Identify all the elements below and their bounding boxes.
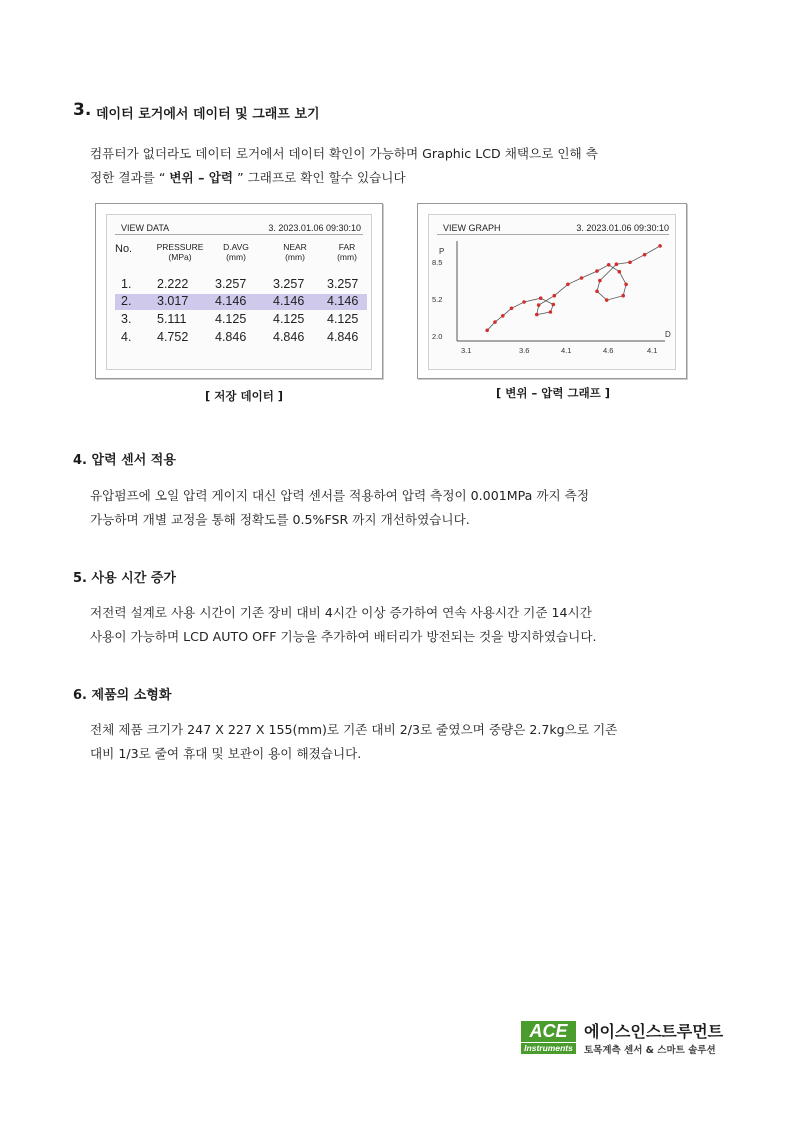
section4-line2: 가능하며 개별 교정을 통해 정확도를 0.5%FSR 까지 개선하였습니다. — [90, 512, 470, 527]
section6-line2: 대비 1/3로 줄여 휴대 및 보관이 용이 해졌습니다. — [90, 746, 362, 761]
section5-line2: 사용이 가능하며 LCD AUTO OFF 기능을 추가하여 배터리가 방전되는 것을 방지하였습니다. — [90, 629, 597, 644]
table-row — [115, 330, 367, 346]
table-row-highlighted — [115, 294, 367, 310]
view-data-panel — [95, 203, 383, 379]
section3-line2 — [90, 166, 730, 190]
data-point — [621, 294, 625, 298]
data-point — [485, 329, 489, 333]
ace-logo-mark — [521, 1021, 576, 1054]
data-point — [501, 314, 505, 318]
logo-mark-top: ACE — [521, 1021, 576, 1042]
company-tagline: 토목계측 센서 & 스마트 솔루션 — [584, 1045, 716, 1056]
col-davg-unit: (mm) — [226, 252, 246, 262]
y-axis-label: P — [439, 247, 445, 256]
data-point — [522, 300, 526, 304]
x-tick-label: 3.6 — [519, 346, 530, 355]
section6-paragraph — [90, 718, 730, 766]
data-point — [493, 320, 497, 324]
row-pressure: 4.752 — [157, 330, 189, 344]
section3-line1: 컴퓨터가 없더라도 데이터 로거에서 데이터 확인이 가능하며 Graphic LCD 채택으로 인해 측 — [90, 146, 598, 161]
row-davg: 4.125 — [215, 312, 247, 326]
col-no: No. — [115, 243, 133, 255]
row-davg: 4.146 — [215, 294, 247, 308]
x-axis-label: D — [665, 330, 671, 339]
row-no: 4. — [121, 330, 132, 344]
section4-line1: 유압펌프에 오일 압력 게이지 대신 압력 센서를 적용하여 압력 측정이 0.001MPa 까지 측정 — [90, 488, 590, 503]
col-near-unit: (mm) — [285, 252, 305, 262]
data-point — [535, 313, 539, 317]
row-near: 3.257 — [273, 277, 305, 291]
section3-number: 3. — [73, 100, 92, 120]
view-data-caption: [ 저장 데이터 ] — [205, 389, 284, 403]
col-far — [323, 242, 371, 262]
data-point — [607, 263, 611, 267]
graph-marks — [485, 244, 662, 332]
data-point — [549, 310, 553, 314]
view-data-datetime: 3. 2023.01.06 09:30:10 — [268, 223, 361, 233]
data-point — [552, 303, 556, 307]
table-row — [115, 277, 367, 293]
row-pressure: 3.017 — [157, 294, 189, 308]
row-far: 4.846 — [327, 330, 359, 344]
data-point — [553, 294, 557, 298]
view-graph-title: VIEW GRAPH — [443, 223, 501, 233]
row-no: 2. — [121, 294, 132, 308]
col-davg-name: D.AVG — [223, 242, 249, 252]
data-point — [539, 296, 543, 300]
data-point — [595, 269, 599, 273]
view-graph-panel — [417, 203, 687, 379]
data-point — [598, 279, 602, 283]
data-point — [595, 290, 599, 294]
data-point — [566, 283, 570, 287]
logo-mark-bottom: Instruments — [521, 1043, 576, 1054]
y-tick-label: 5.2 — [432, 295, 443, 304]
row-no: 1. — [121, 277, 132, 291]
data-point — [624, 283, 628, 287]
col-near — [269, 242, 321, 262]
line2-post: ” 그래프로 확인 할수 있습니다 — [233, 170, 406, 185]
data-point — [580, 276, 584, 280]
view-graph-datetime: 3. 2023.01.06 09:30:10 — [576, 223, 669, 233]
y-tick-label: 2.0 — [432, 332, 443, 341]
section5-paragraph — [90, 601, 730, 649]
col-pressure-unit: (MPa) — [168, 252, 192, 262]
row-davg: 3.257 — [215, 277, 247, 291]
row-pressure: 5.111 — [157, 312, 187, 326]
col-far-name: FAR — [338, 242, 356, 252]
x-tick-label: 4.6 — [603, 346, 614, 355]
row-far: 4.146 — [327, 294, 359, 308]
section4-title: 4. 압력 센서 적용 — [73, 453, 176, 468]
row-near: 4.125 — [273, 312, 305, 326]
section6-title: 6. 제품의 소형화 — [73, 688, 172, 703]
x-tick-label: 3.1 — [461, 346, 472, 355]
col-pressure-name: PRESSURE — [156, 242, 204, 252]
section5-line1: 저전력 설계로 사용 시간이 기존 장비 대비 4시간 이상 증가하여 연속 사용시간 기준 14시간 — [90, 605, 592, 620]
data-point — [605, 298, 609, 302]
section4-paragraph — [90, 484, 730, 532]
section5-title: 5. 사용 시간 증가 — [73, 571, 176, 586]
x-tick-label: 4.1 — [561, 346, 572, 355]
series-line — [487, 246, 660, 330]
view-graph-caption: [ 변위 – 압력 그래프 ] — [496, 386, 611, 400]
row-near: 4.146 — [273, 294, 305, 308]
data-point — [618, 270, 622, 274]
row-far: 4.125 — [327, 312, 359, 326]
view-data-title: VIEW DATA — [121, 223, 170, 233]
data-point — [643, 253, 647, 257]
row-no: 3. — [121, 312, 132, 326]
view-data-divider — [115, 234, 363, 235]
data-point — [537, 303, 541, 307]
table-row — [115, 312, 367, 328]
displacement-pressure-graph — [429, 235, 675, 363]
col-pressure — [149, 242, 211, 262]
row-near: 4.846 — [273, 330, 305, 344]
row-far: 3.257 — [327, 277, 359, 291]
col-far-unit: (mm) — [337, 252, 357, 262]
view-data-screen — [106, 214, 372, 370]
col-davg — [211, 242, 261, 262]
y-tick-label: 8.5 — [432, 258, 443, 267]
view-graph-screen — [428, 214, 676, 370]
x-tick-label: 4.1 — [647, 346, 658, 355]
section3-paragraph — [90, 142, 730, 190]
section3-title: 데이터 로거에서 데이터 및 그래프 보기 — [96, 107, 320, 122]
data-point — [615, 262, 619, 266]
data-point — [628, 261, 632, 265]
company-name: 에이스인스트루먼트 — [584, 1022, 724, 1041]
line2-pre: 정한 결과를 “ — [90, 170, 170, 185]
data-point — [510, 307, 514, 311]
section6-line1: 전체 제품 크기가 247 X 227 X 155(mm)로 기존 대비 2/3로 줄였으며 중량은 2.7kg으로 기존 — [90, 722, 618, 737]
row-pressure: 2.222 — [157, 277, 189, 291]
row-davg: 4.846 — [215, 330, 247, 344]
col-near-name: NEAR — [283, 242, 307, 252]
data-point — [658, 244, 662, 248]
line2-bold: 변위 – 압력 — [169, 170, 234, 185]
